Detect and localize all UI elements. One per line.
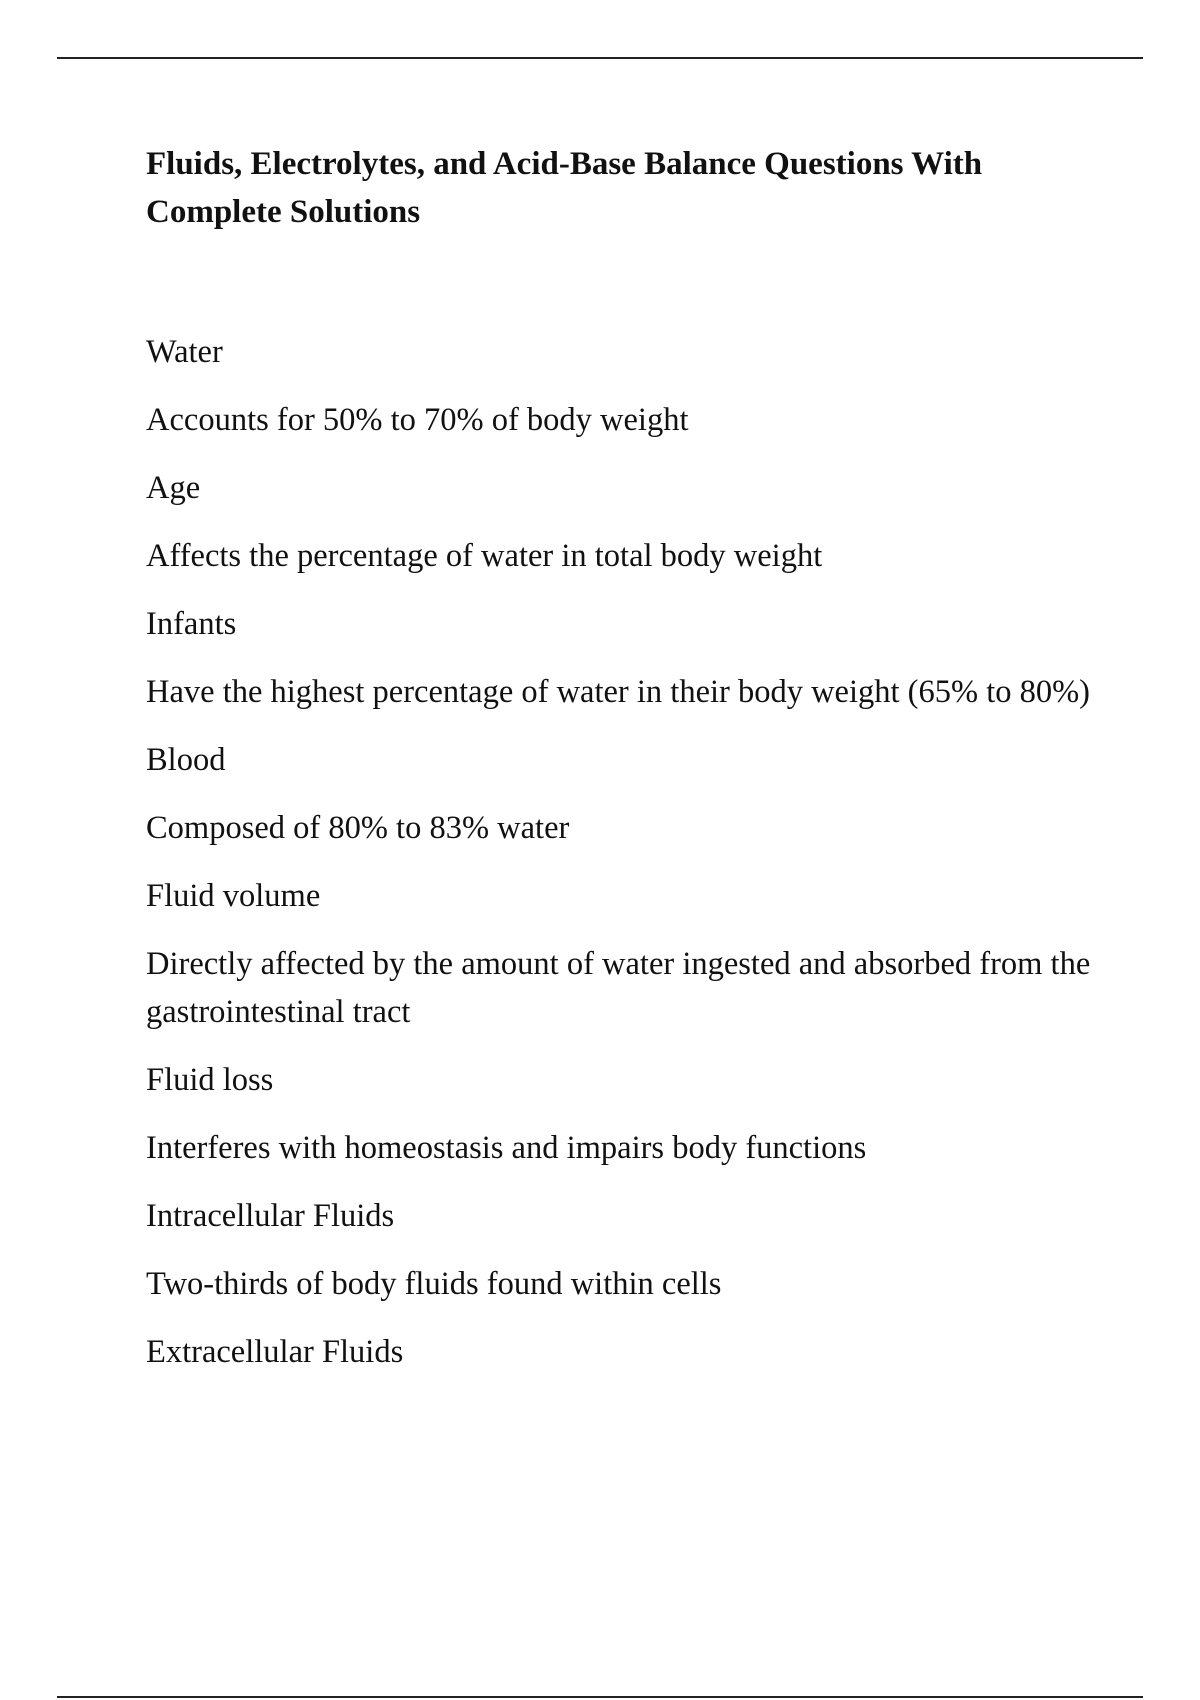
entry-term: Extracellular Fluids: [146, 1334, 404, 1370]
entry-definition: Accounts for 50% to 70% of body weight: [146, 402, 689, 438]
page-content: [146, 140, 1091, 1370]
entry-definition: Two-thirds of body fluids found within cells: [146, 1266, 722, 1302]
entry-term: Age: [146, 470, 201, 506]
entry-list: [146, 328, 1091, 1396]
entry-definition: Affects the percentage of water in total body weight: [146, 538, 823, 574]
entry-definition: Composed of 80% to 83% water: [146, 810, 570, 846]
entry-definition: Directly affected by the amount of water ingested and absorbed from the gastrointestinal tract: [146, 946, 1091, 1030]
document-title: Fluids, Electrolytes, and Acid-Base Balance Questions With Complete Solutions: [146, 146, 983, 230]
entry-term: Blood: [146, 742, 226, 778]
top-rule: [57, 57, 1143, 59]
entry-definition: Have the highest percentage of water in their body weight (65% to 80%): [146, 674, 1090, 710]
bottom-rule: [57, 1696, 1143, 1698]
entry-term: Water: [146, 334, 223, 370]
entry-term: Intracellular Fluids: [146, 1198, 395, 1234]
entry-term: Fluid loss: [146, 1062, 274, 1098]
entry-term: Fluid volume: [146, 878, 321, 914]
entry-term: Infants: [146, 606, 237, 642]
entry-definition: Interferes with homeostasis and impairs body functions: [146, 1130, 867, 1166]
